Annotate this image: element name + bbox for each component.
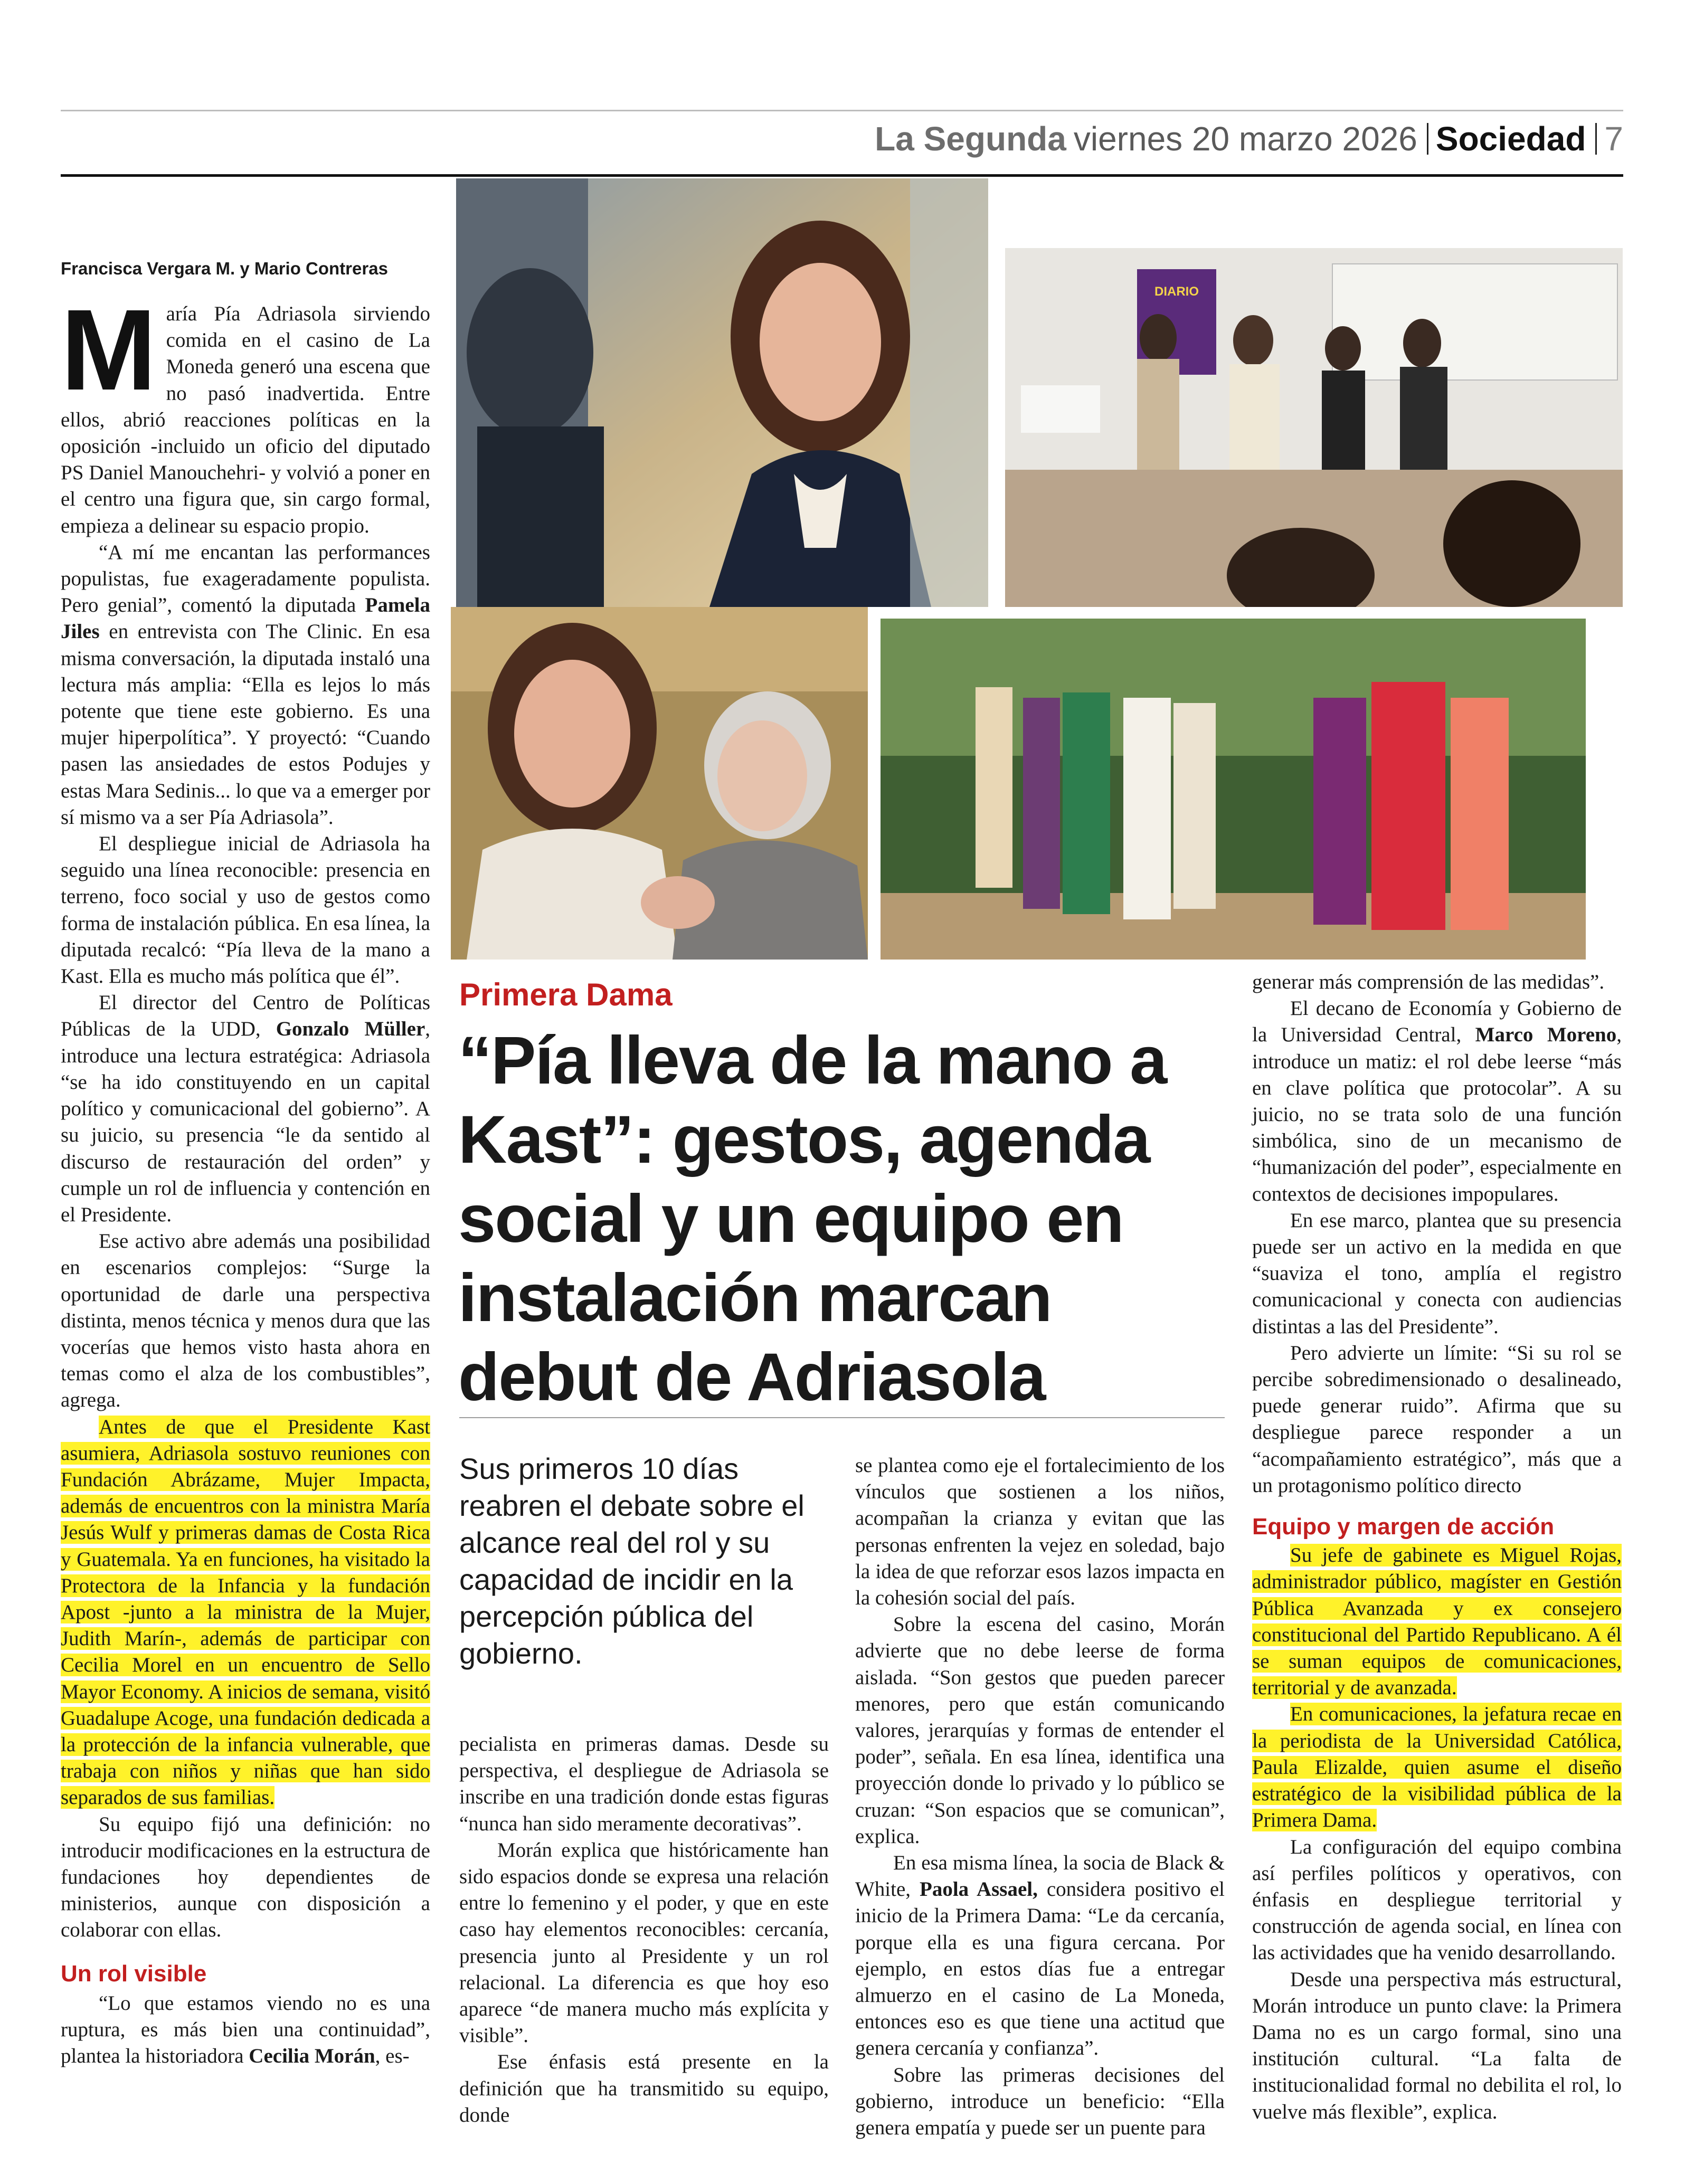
paragraph: [61, 1990, 430, 2070]
drop-cap: M: [61, 286, 157, 414]
page-number: 7: [1604, 120, 1623, 158]
paragraph: [61, 539, 430, 831]
person-name: Paola Assael,: [920, 1878, 1038, 1901]
paragraph: se plantea como eje el fortalecimiento de los vínculos que sostienen a los niños, acompañan la crianza y evitan que las personas enfrenten la vejez en soledad, bajo la idea de que reforzar esos lazos impacta en la cohesión social del país.: [855, 1454, 1225, 1610]
person-name: Marco Moreno: [1475, 1023, 1617, 1047]
paragraph: Ese énfasis está presente en la definición que ha transmitido su equipo, donde: [459, 2050, 829, 2126]
paragraph: El despliegue inicial de Adriasola ha seguido una línea reconocible: presencia en terreno, foco social y uso de gestos como forma de instalación pública. En esa línea, la diputada recalcó: “Pía lleva de la mano a Kast. Ella es mucho más política que él”.: [61, 832, 430, 988]
paragraph: Sobre la escena del casino, Morán advierte que no debe leerse de forma aislada. “Son gestos que pueden parecer menores, pero que están comunicando valores, jerarquías y formas de entender el poder”, señala. En esa línea, identifica una proyección donde lo privado y lo público se cruzan: “Son espacios que se comunican”, explica.: [855, 1613, 1225, 1848]
column-4: [1252, 969, 1622, 2125]
paragraph: generar más comprensión de las medidas”.: [1252, 971, 1605, 993]
paragraph: La configuración del equipo combina así perfiles políticos y operativos, con énfasis en despliegue territorial y construcción de agenda social, en línea con las actividades que ha venido desarrollando.: [1252, 1835, 1622, 1964]
highlighted-text: Antes de que el Presidente Kast asumiera, Adriasola sostuvo reuniones con Fundación Abrázame, Mujer Impacta, además de encuentros con la ministra María Jesús Wulf y primeras damas de Costa Rica y Guatemala. Ya en funciones, ha visitado la Protectora de la Infancia y la fundación Apost -junto a la ministra de la Mujer, Judith Marín-, además de participar con Cecilia Morel en un encuentro de Sello Mayor Economy. A inicios de semana, visitó Guadalupe Acoge, una fundación dedicada a la protección de la infancia vulnerable, que trabaja con niños y niñas que han sido separados de sus familias.: [61, 1415, 430, 1809]
masthead-divider: [1427, 123, 1428, 155]
column-3: [855, 1452, 1225, 2141]
paragraph: Su equipo fijó una definición: no introducir modificaciones en la estructura de fundaciones hoy dependientes de ministerios, aunque con disposición a colaborar con ellas.: [61, 1812, 430, 1942]
subheading-equipo: Equipo y margen de acción: [1252, 1514, 1555, 1540]
photo-elderly-conversation: [451, 607, 868, 960]
masthead: [875, 115, 1623, 163]
header-rule: [61, 174, 1623, 177]
highlighted-paragraph: [61, 1414, 430, 1811]
text-run: , introduce una lectura estratégica: Adriasola “se ha ido constituyendo en un capital político y comunicacional del gobierno”. A su juicio, su presencia “le da sentido al discurso de restauración del orden” y cumple un rol de influencia y contención en el Presidente.: [61, 1018, 430, 1226]
text-run: considera positivo el inicio de la Primera Dama: “Le da cercanía, porque ella es una figura cercana. Por ejemplo, en estos días fue a entregar almuerzo en el casino de La Moneda, entonces eso es que tiene una actitud que genera cercanía y confianza”.: [855, 1878, 1225, 2060]
highlighted-paragraph: [1252, 1542, 1622, 1701]
person-name: Cecilia Morán: [249, 2045, 375, 2068]
paragraph: En ese marco, plantea que su presencia puede ser un activo en la medida en que “suaviza el tono, amplía el registro comunicacional y conecta con audiencias distintas a las del Presidente”.: [1252, 1209, 1622, 1338]
text-run: “A mí me encantan las performances populistas, fue exageradamente populista. Pero genial”, comentó la diputada: [61, 540, 430, 617]
highlighted-paragraph: [1252, 1701, 1622, 1834]
photo-garden-walk: [881, 619, 1586, 960]
text-run: , es-: [375, 2045, 410, 2068]
photo-casino-smile: [456, 178, 988, 607]
headline-rule: [459, 1417, 1225, 1418]
text-run: “Lo que estamos viendo no es una ruptura, es más bien una continuidad”, plantea la historiadora: [61, 1991, 430, 2068]
paragraph: Desde una perspectiva más estructural, Morán introduce un punto clave: la Primera Dama no es un cargo formal, sino una institución cultural. “La falta de institucionalidad formal no debilita el rol, lo vuelve más flexible”, explica.: [1252, 1968, 1622, 2123]
paragraph: [1252, 995, 1622, 1208]
lead-text: aría Pía Adriasola sirviendo comida en el casino de La Moneda generó una escena que no pasó inadvertida. Entre ellos, abrió reacciones políticas en la oposición -incluido un oficio del diputado PS Daniel Manouchehri- y volvió a poner en el centro una figura que, sin cargo formal, empieza a delinear su espacio propio.: [61, 302, 430, 537]
paragraph: Ese activo abre además una posibilidad en escenarios complejos: “Surge la oportunidad de darle una perspectiva distinta, menos técnica y menos dura que las vocerías que hemos visto hasta ahora en temas como el alza de los combustibles”, agrega.: [61, 1230, 430, 1412]
headline: “Pía lleva de la mano a Kast”: gestos, agenda social y un equipo en instalación marcan debut de Adriasola: [458, 1023, 1167, 1415]
text-run: En esa misma línea, la socia de Black & White,: [855, 1851, 1225, 1901]
text-run: en entrevista con The Clinic. En esa misma conversación, la diputada instaló una lectura más amplia: “Ella es lejos lo más potente que tiene este gobierno. Es una mujer hiperpolítica”. Y proyectó: “Cuando pasen las ansiedades de estos Podujes y estas Mara Sedinis... lo que va a emerger por sí mismo va a ser Pía Adriasola”.: [61, 620, 430, 829]
column-1: [61, 286, 430, 2069]
top-rule: [61, 110, 1623, 111]
paragraph: Morán explica que históricamente han sido espacios donde se expresa una relación entre lo femenino y el poder, y que en este caso hay elementos reconocibles: cercanía, presencia junto al Presidente y un rol relacional. La diferencia es que hoy eso aparece “de manera mucho más explícita y visible”.: [459, 1838, 829, 2047]
photo-classroom: [1005, 248, 1623, 607]
deck: Sus primeros 10 días reabren el debate sobre el alcance real del rol y su capacidad de incidir en la percepción pública del gobierno.: [459, 1452, 804, 1670]
byline: Francisca Vergara M. y Mario Contreras: [61, 259, 388, 278]
lead-paragraph: [61, 286, 430, 539]
highlighted-text: En comunicaciones, la jefatura recae en la periodista de la Universidad Católica, Paula Elizalde, quien asume el diseño estratégico de la visibilidad pública de la Primera Dama.: [1252, 1703, 1622, 1832]
classroom-sign-text: DIARIO: [1154, 284, 1199, 299]
column-2: [459, 1731, 829, 2129]
paragraph: [855, 1850, 1225, 2062]
masthead-divider: [1595, 123, 1597, 155]
paragraph: Sobre las primeras decisiones del gobierno, introduce un beneficio: “Ella genera empatía y puede ser un puente para: [855, 2063, 1225, 2140]
paragraph: pecialista en primeras damas. Desde su perspectiva, el despliegue de Adriasola se inscribe en una tradición donde estas figuras “nunca han sido meramente decorativas”.: [459, 1733, 829, 1835]
kicker: Primera Dama: [459, 977, 673, 1012]
text-run: , introduce un matiz: el rol debe leerse “más en clave política que protocolar”. A su juicio, no se trata solo de una función simbólica, sino de un mecanismo de “humanización del poder”, especialmente en contextos de decisiones impopulares.: [1252, 1023, 1622, 1205]
newspaper-brand: La Segunda: [875, 120, 1066, 158]
highlighted-text: Su jefe de gabinete es Miguel Rojas, administrador público, magíster en Gestión Pública Avanzada y ex consejero constitucional del Partido Republicano. A él se suman equipos de comunicaciones, territorial y de avanzada.: [1252, 1544, 1622, 1699]
paragraph: Pero advierte un límite: “Si su rol se percibe sobredimensionado o desalineado, puede generar ruido”. Afirma que su despliegue parece responder a un “acompañamiento estratégico”, más que a un protagonismo político directo: [1252, 1341, 1622, 1497]
text-run: El decano de Economía y Gobierno de la Universidad Central,: [1252, 997, 1622, 1047]
person-name: Pamela Jiles: [61, 594, 430, 643]
text-run: El director del Centro de Políticas Públicas de la UDD,: [61, 991, 430, 1041]
section-name: Sociedad: [1435, 120, 1586, 158]
person-name: Gonzalo Müller: [276, 1018, 425, 1041]
issue-date: viernes 20 marzo 2026: [1073, 120, 1417, 158]
subheading-rol-visible: Un rol visible: [61, 1960, 207, 1987]
paragraph: [61, 990, 430, 1228]
